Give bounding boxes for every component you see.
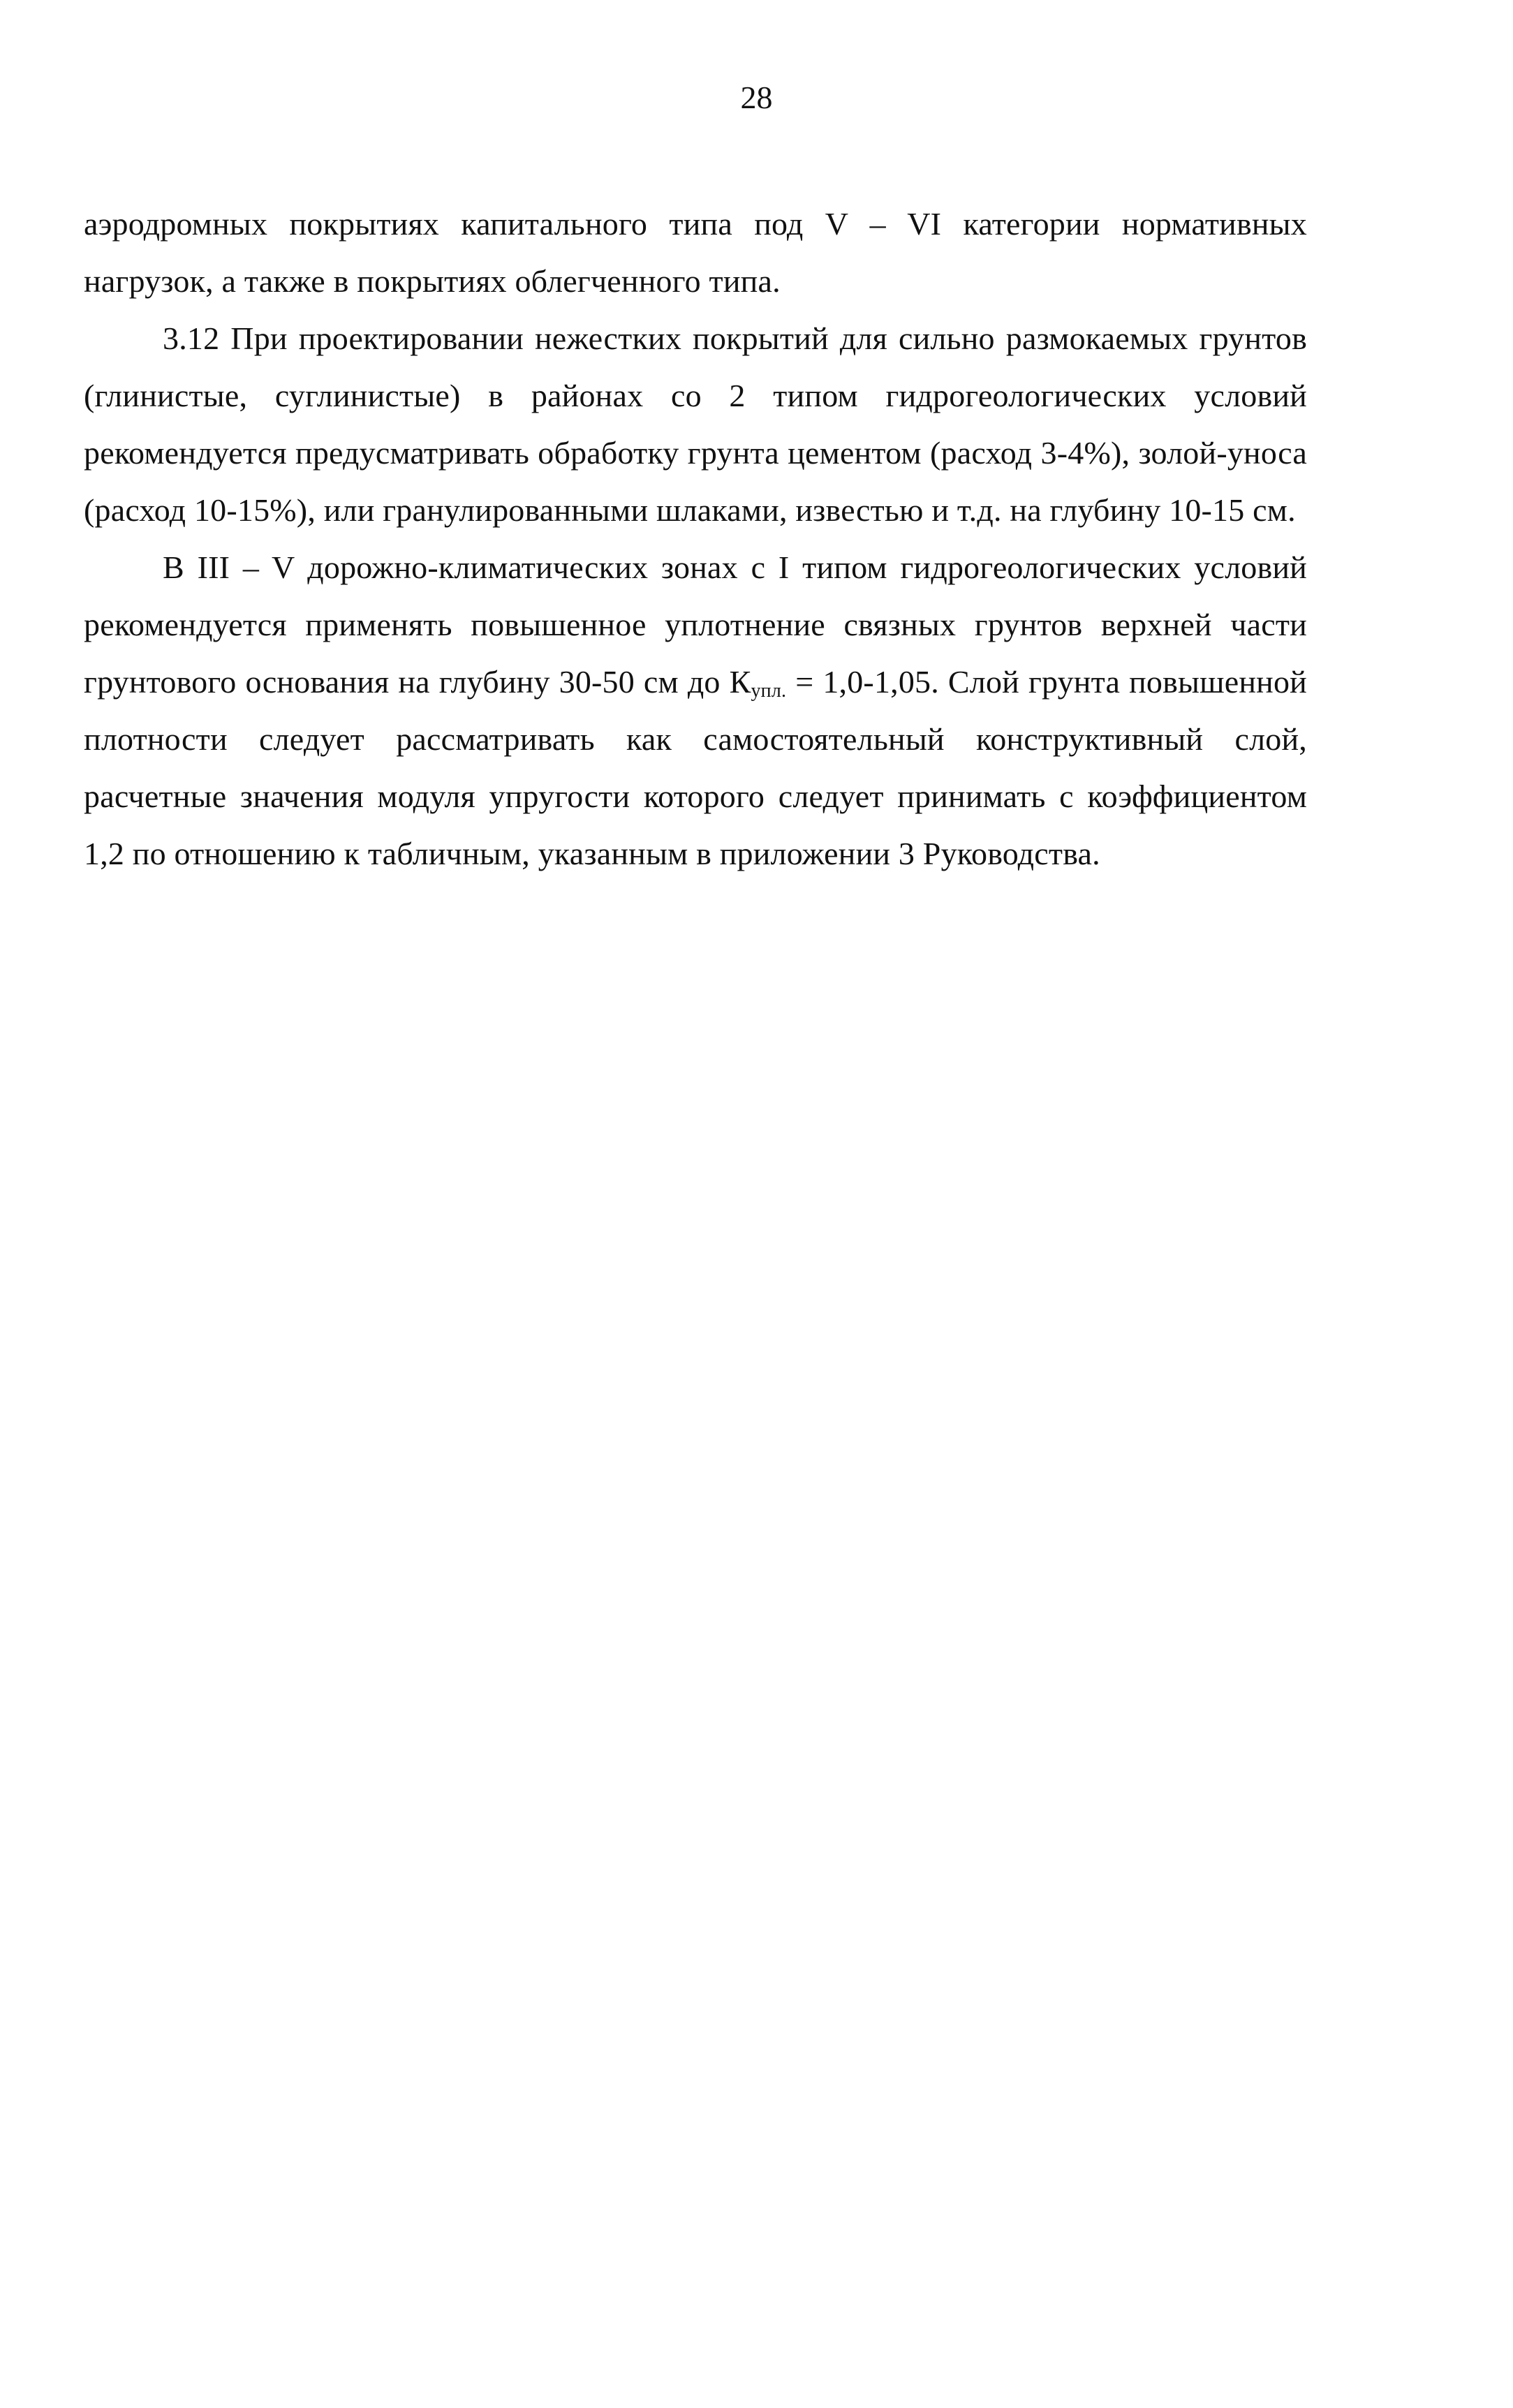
paragraph-continuation: аэродромных покрытиях капитального типа под V – VI категории нормативных нагрузок, а также в покрытиях облегченного типа.	[84, 206, 1307, 299]
paragraph-compaction-text-start: В III – V дорожно-климатических зонах с I типом гидрогеологических условий рекомендуется применять повышенное уплотнение связных грунтов верхней части грунтового основания на глубину 30-50 см до К	[84, 549, 1307, 700]
paragraph-compaction-text-end: = 1,0-1,05. Слой грунта повышенной плотности следует рассматривать как самостоятельный конструктивный слой, расчетные значения модуля упругости которого следует принимать с коэффициентом 1,2 по отношению к табличным, указанным в приложении 3 Руководства.	[84, 664, 1308, 871]
paragraph-section-3-12: 3.12 При проектировании нежестких покрытий для сильно размокаемых грунтов (глинистые, суглинистые) в районах со 2 типом гидрогеологических условий рекомендуется предусматривать обработку грунта цементом (расход 3-4%), золой-уноса (расход 10-15%), или гранулированными шлаками, известью и т.д. на глубину 10-15 см.	[84, 320, 1307, 528]
page-body	[84, 195, 1307, 882]
paragraph-compaction	[84, 539, 1307, 882]
compaction-coefficient-subscript: упл.	[751, 680, 787, 702]
page-number: 28	[740, 80, 773, 115]
